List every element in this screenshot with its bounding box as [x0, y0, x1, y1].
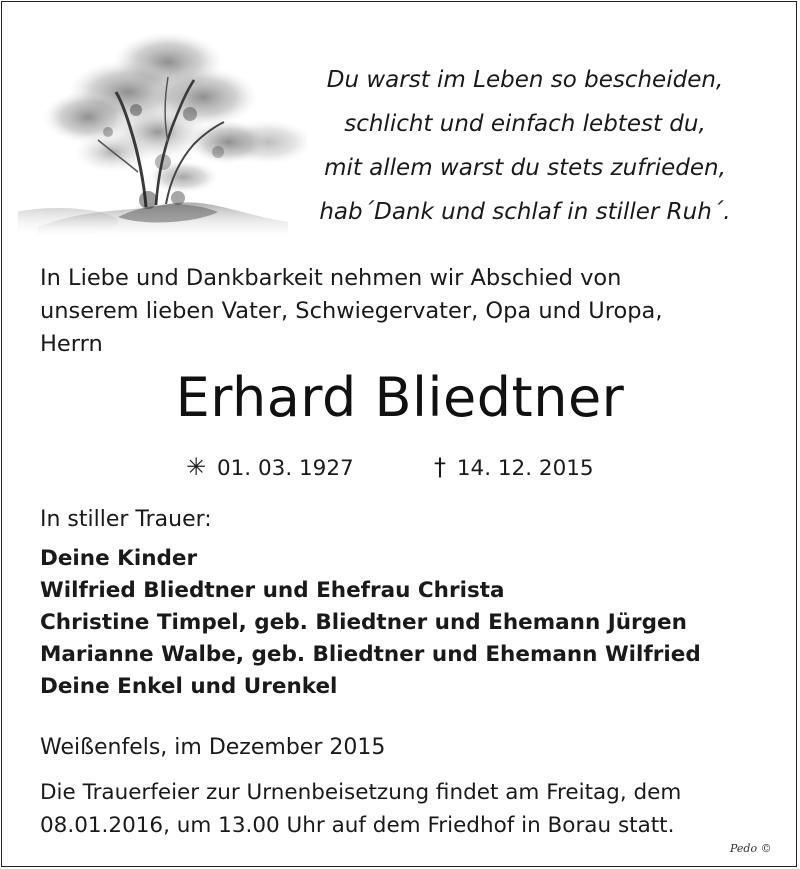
birth-date-group [186, 452, 354, 484]
birth-date: 01. 03. 1927 [216, 456, 354, 481]
designer-signature: Pedo © [730, 842, 772, 855]
tree-illustration [18, 22, 308, 247]
mourner-line: Christine Timpel, geb. Bliedtner und Ehemann Jürgen [40, 610, 687, 635]
funeral-notice [40, 776, 681, 842]
asterisk-icon: ✳ [186, 453, 207, 481]
mourners-list [40, 543, 701, 703]
death-date: 14. 12. 2015 [456, 456, 594, 481]
poem-line: hab´Dank und schlaf in stiller Ruh´. [319, 199, 731, 225]
mourner-line: Wilfried Bliedtner und Ehefrau Christa [40, 578, 505, 603]
poem-line: schlicht und einfach lebtest du, [344, 111, 706, 137]
poem [300, 58, 750, 234]
death-date-group [434, 452, 594, 484]
intro-text [40, 262, 780, 361]
mourner-line: Deine Enkel und Urenkel [40, 674, 338, 699]
intro-line: In Liebe und Dankbarkeit nehmen wir Abschied von [40, 265, 622, 291]
place-date: Weißenfels, im Dezember 2015 [40, 735, 386, 760]
notice-line: Die Trauerfeier zur Urnenbeisetzung findet am Freitag, dem [40, 780, 682, 805]
mourner-line: Deine Kinder [40, 546, 198, 571]
deceased-name: Erhard Bliedtner [175, 366, 625, 429]
cross-icon: † [434, 453, 446, 481]
poem-line: mit allem warst du stets zufrieden, [324, 155, 726, 181]
intro-line: Herrn [40, 331, 103, 357]
intro-line: unserem lieben Vater, Schwiegervater, Opa und Uropa, [40, 298, 663, 324]
notice-line: 08.01.2016, um 13.00 Uhr auf dem Friedhof in Borau statt. [40, 813, 675, 838]
mourner-line: Marianne Walbe, geb. Bliedtner und Ehemann Wilfried [40, 642, 701, 667]
poem-line: Du warst im Leben so bescheiden, [326, 67, 724, 93]
mourners-label: In stiller Trauer: [40, 507, 212, 532]
